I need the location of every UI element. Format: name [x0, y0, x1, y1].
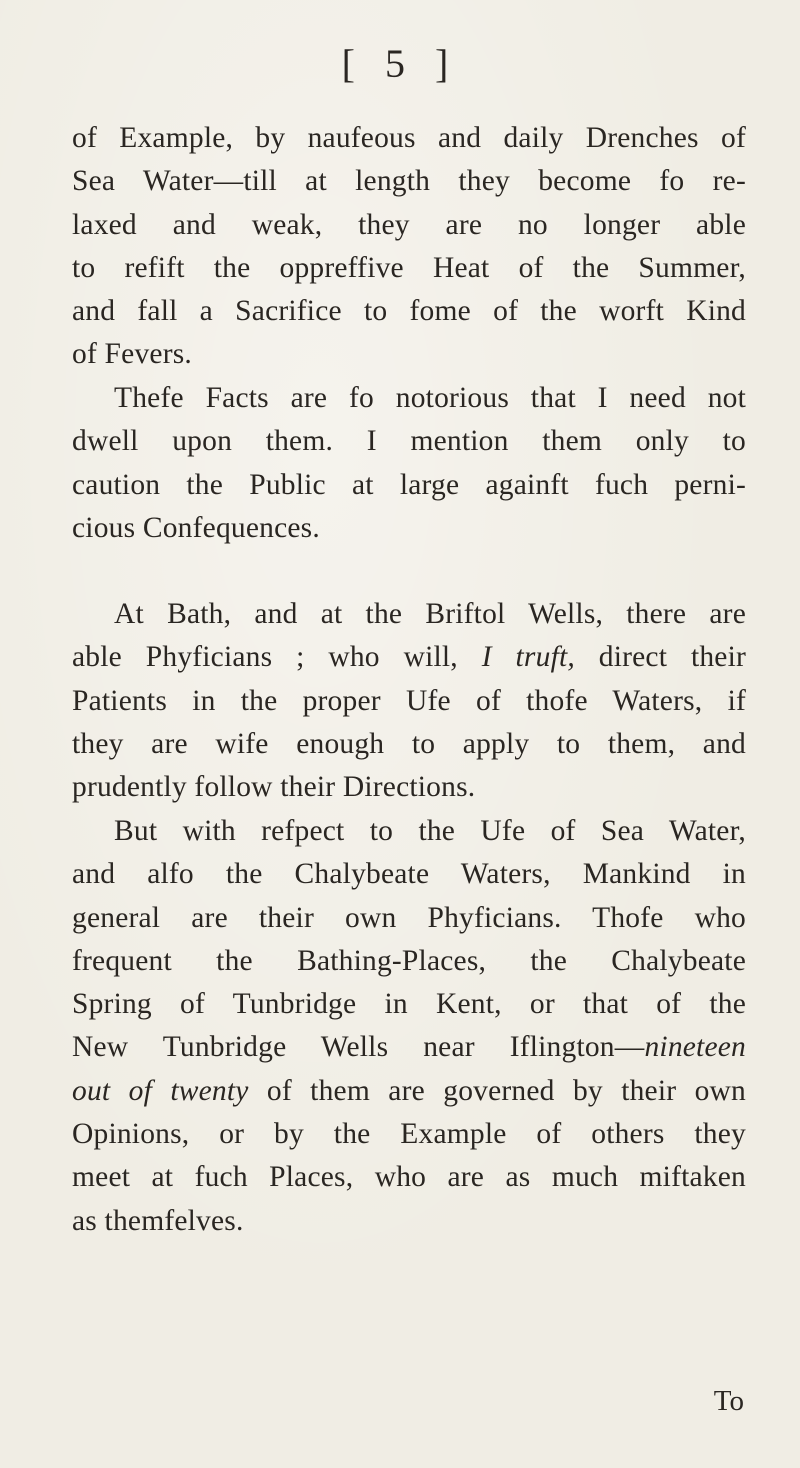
text-segment: of them are governed by their own [248, 1074, 746, 1107]
page-number: [ 5 ] [341, 41, 459, 86]
text-line: and alfo the Chalybeate Waters, Mankind in [72, 858, 746, 891]
text-line: of Example, by naufeous and daily Drenches of [72, 122, 746, 154]
text-line-mixed [72, 636, 746, 679]
text-line: dwell upon them. I mention them only to [72, 425, 746, 458]
text-line: Patients in the proper Ufe of thofe Waters, if [72, 684, 746, 717]
text-segment: direct their [574, 641, 747, 674]
text-line: prudently follow their Directions. [72, 771, 476, 804]
text-line: But with refpect to the Ufe of Sea Water, [114, 815, 746, 847]
paragraph-3 [72, 593, 746, 809]
text-line-mixed [72, 1070, 746, 1113]
paragraph-1 [72, 117, 746, 377]
text-line: frequent the Bathing-Places, the Chalybeate [72, 944, 746, 977]
text-line: cious Confequences. [72, 511, 320, 544]
text-line: they are wife enough to apply to them, and [72, 727, 746, 760]
text-line-mixed [72, 1026, 746, 1069]
text-line: Thefe Facts are fo notorious that I need not [114, 382, 746, 414]
paragraph-2 [72, 377, 746, 550]
text-line: Spring of Tunbridge in Kent, or that of the [72, 988, 746, 1021]
catchword: To [713, 1385, 744, 1417]
text-line: as themfelves. [72, 1204, 244, 1237]
text-line: and fall a Sacrifice to fome of the worft Kind [72, 295, 746, 328]
text-segment: New Tunbridge Wells near Iflington— [72, 1031, 645, 1064]
text-segment: able Phyficians ; who will, [72, 641, 482, 674]
text-line: meet at fuch Places, who are as much miftaken [72, 1161, 746, 1194]
text-line: to refift the oppreffive Heat of the Summer, [72, 251, 746, 284]
paragraph-4 [72, 810, 746, 1243]
text-line: caution the Public at large againft fuch perni- [72, 468, 746, 501]
text-line: general are their own Phyficians. Thofe who [72, 901, 746, 934]
italic-phrase: I truft, [481, 641, 575, 674]
text-line: laxed and weak, they are no longer able [72, 208, 746, 241]
italic-phrase: nineteen [644, 1031, 746, 1064]
text-line: Sea Water—till at length they become fo re- [72, 165, 746, 198]
italic-phrase: out of twenty [72, 1074, 249, 1107]
text-line: of Fevers. [72, 338, 192, 371]
text-line: At Bath, and at the Briftol Wells, there are [114, 598, 746, 630]
text-line: Opinions, or by the Example of others they [72, 1118, 746, 1151]
